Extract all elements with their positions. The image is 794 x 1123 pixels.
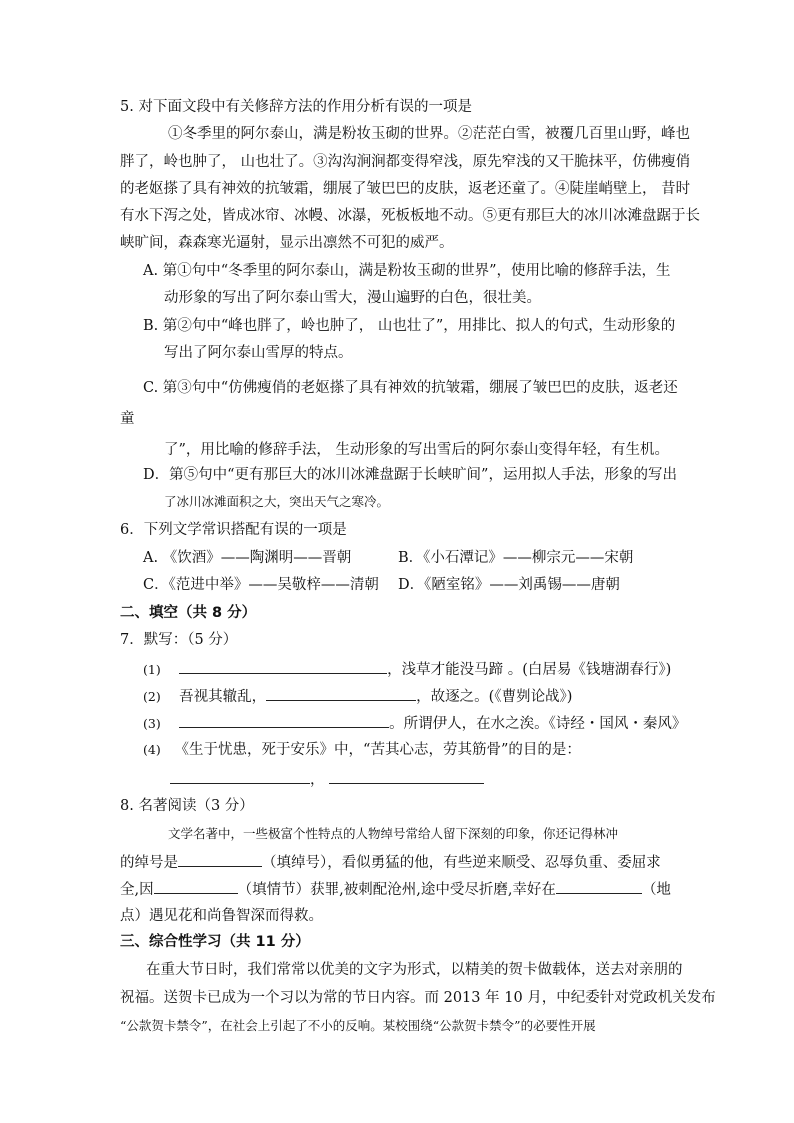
q5-passage-line: ①冬季里的阿尔泰山，满是粉妆玉砌的世界。②茫茫白雪，被覆几百里山野，峰也 (168, 126, 690, 142)
q6-option-b: B．《小石潭记》——柳宗元——宋朝 (398, 550, 634, 566)
item-number: (2) (143, 689, 161, 704)
q7-item-1 (143, 658, 671, 680)
q5-option-c: C. 第③句中“仿佛瘦俏的老妪搽了具有神效的抗皱霜，绷展了皱巴巴的皮肤，返老还 (143, 380, 678, 396)
sec3-paragraph-line: “公款贺卡禁令”，在社会上引起了不小的反响。某校围绕“公款贺卡禁令”的必要性开展 (120, 1018, 596, 1033)
q7-item-4 (143, 740, 581, 760)
item-number: (1) (143, 662, 161, 677)
comma: ， (310, 772, 325, 788)
q8-line (120, 878, 671, 900)
fill-blank[interactable] (154, 878, 238, 894)
item-number: (3) (143, 716, 161, 731)
q8-text: （填情节）获罪,被刺配沧州,途中受尽折磨,幸好在 (237, 882, 556, 898)
q8-line: 点）遇见花和尚鲁智深而得救。 (120, 908, 323, 924)
q6-option-d: D．《陋室铭》——刘禹锡——唐朝 (398, 577, 620, 593)
q7-item-1-text: ，浅草才能没马蹄 。(白居易《钱塘湖春行》) (387, 662, 672, 678)
q5-passage-line: 胖了，岭也肿了， 山也壮了。③沟沟涧涧都变得窄浅，原先窄浅的又干脆抹平，仿佛瘦俏 (120, 154, 691, 170)
q5-option-d-cont: 了冰川冰滩面积之大，突出天气之寒冷。 (164, 494, 390, 509)
q8-stem: 8. 名著阅读（3 分） (120, 798, 254, 814)
q7-stem: 7．默写：（5 分） (120, 632, 238, 648)
q7-item-3-text: 。所谓伊人，在水之涘。《诗经・国风・秦风》 (389, 716, 687, 732)
q6-stem: 6．下列文学常识搭配有误的一项是 (120, 522, 347, 538)
q8-line: 文学名著中，一些极富个性特点的人物绰号常给人留下深刻的印象，你还记得林冲 (168, 826, 619, 841)
fill-blank[interactable] (266, 685, 416, 701)
fill-blank[interactable] (179, 658, 387, 674)
q6-option-a: A. 《饮酒》——陶渊明——晋朝 (143, 550, 352, 566)
fill-blank[interactable] (170, 768, 310, 784)
section-2-title: 二、填空（共 8 分） (120, 605, 257, 621)
sec3-paragraph-line: 祝福。送贺卡已成为一个习以为常的节日内容。而 2013 年 10 月，中纪委针对党政机关发布 (120, 990, 716, 1006)
q7-item-2 (143, 685, 572, 707)
q7-item-3 (143, 712, 686, 734)
q8-text: （填绰号），看似勇猛的他，有些逆来顺受、忍辱负重、委屈求 (262, 855, 661, 871)
q8-line (120, 851, 661, 873)
q5-option-c-cont: 了”，用比喻的修辞手法， 生动形象的写出雪后的阿尔泰山变得年轻，有生机。 (164, 442, 670, 458)
q5-passage-line: 有水下泻之处，皆成冰帘、冰幔、冰瀑，死板板地不动。⑤更有那巨大的冰川冰滩盘踞于长 (120, 208, 700, 224)
fill-blank[interactable] (556, 878, 642, 894)
fill-blank[interactable] (179, 712, 389, 728)
q5-option-b: B. 第②句中“峰也胖了，岭也肿了， 山也壮了”，用排比、拟人的句式，生动形象的 (143, 318, 676, 334)
q5-passage-line: 的老妪搽了具有神效的抗皱霜，绷展了皱巴巴的皮肤，返老还童了。④陡崖峭壁上， 昔时 (120, 181, 691, 197)
fill-blank[interactable] (178, 851, 262, 867)
q7-item-4-answer (170, 768, 484, 790)
q8-text: 的绰号是 (120, 855, 178, 871)
q8-text: （地 (641, 882, 671, 898)
q5-option-d: D．第⑤句中“更有那巨大的冰川冰滩盘踞于长峡旷间”，运用拟人手法，形象的写出 (143, 467, 677, 483)
fill-blank[interactable] (329, 768, 484, 784)
q5-option-b-cont: 写出了阿尔泰山雪厚的特点。 (164, 345, 353, 361)
q8-text: 全,因 (120, 882, 154, 898)
section-3-title: 三、综合性学习（共 11 分） (120, 934, 310, 950)
q7-item-4-text: 《生于忧患，死于安乐》中，“苦其心志，劳其筋骨”的目的是： (174, 742, 581, 758)
q5-option-a-cont: 动形象的写出了阿尔泰山雪大，漫山遍野的白色，很壮美。 (164, 290, 541, 306)
q5-option-a: A. 第①句中“冬季里的阿尔泰山，满是粉妆玉砌的世界”，使用比喻的修辞手法，生 (143, 263, 671, 279)
sec3-paragraph-line: 在重大节日时，我们常常以优美的文字为形式，以精美的贺卡做载体，送去对亲朋的 (146, 962, 683, 978)
q6-option-c: C．《范进中举》——吴敬梓——清朝 (143, 577, 379, 593)
q5-option-c-cont: 童 (120, 411, 135, 427)
q7-item-2-post: ，故逐之。(《曹刿论战》) (416, 689, 573, 705)
q5-stem: 5. 对下面文段中有关修辞方法的作用分析有误的一项是 (120, 99, 472, 115)
q7-item-2-pre: 吾视其辙乱， (179, 689, 267, 705)
item-number: (4) (143, 742, 161, 757)
q5-passage-line: 峡旷间，森森寒光逼射，显示出凛然不可犯的威严。 (120, 235, 454, 251)
